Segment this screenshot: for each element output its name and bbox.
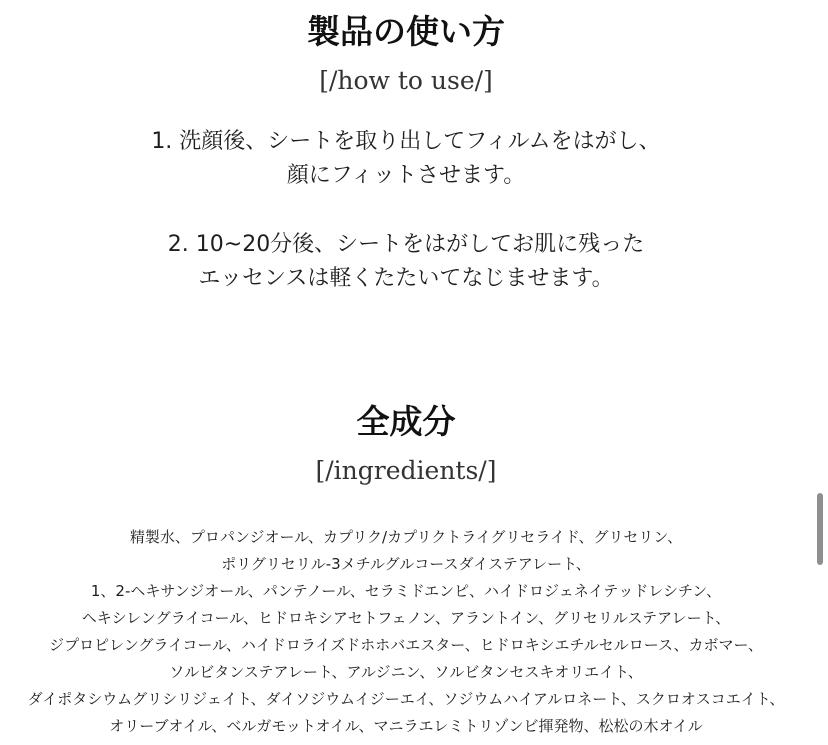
ingredients-subtitle: [/ingredients/]	[315, 456, 497, 485]
step-2-line-2: エッセンスは軽くたたいてなじませます。	[198, 266, 614, 291]
step-1-line-1: 1. 洗顔後、シートを取り出してフィルムをはがし、	[151, 129, 661, 154]
ingredients-line: 1、2-ヘキサンジオール、パンテノール、セラミドエンピ、ハイドロジェネイテッドレシチン、	[90, 582, 722, 600]
ingredients-line: ダイポタシウムグリシリジェイト、ダイソジウムイジーエイ、ソジウムハイアルロネート、スクロオスコエイト、	[27, 690, 785, 708]
ingredients-line: オリーブオイル、ベルガモットオイル、マニラエレミトリゾンビ揮発物、松松の木オイル	[109, 717, 703, 735]
step-1-line-2: 顔にフィットさせます。	[286, 163, 526, 188]
ingredients-line: ヘキシレングライコール、ヒドロキシアセトフェノン、アラントイン、グリセリルステアレート、	[81, 609, 731, 627]
vertical-scrollbar[interactable]	[812, 0, 828, 745]
ingredients-title: 全成分	[356, 402, 456, 441]
ingredients-line: ソルビタンステアレート、アルジニン、ソルビタンセスキオリエイト、	[169, 663, 643, 681]
ingredients-line: ポリグリセリル-3メチルグルコースダイステアレート、	[221, 555, 591, 573]
how-to-use-subtitle: [/how to use/]	[319, 66, 493, 95]
ingredients-line: ジプロピレングライコール、ハイドロライズドホホバエスター、ヒドロキシエチルセルロース、カボマー、	[49, 636, 763, 654]
ingredients-list	[0, 524, 812, 740]
ingredients-line: 精製水、プロパンジオール、カプリク/カプリクトライグリセライド、グリセリン、	[129, 528, 683, 546]
scrollbar-thumb[interactable]	[817, 493, 823, 565]
how-to-use-step-2	[0, 228, 812, 296]
how-to-use-step-1	[0, 125, 812, 193]
how-to-use-title: 製品の使い方	[307, 12, 505, 51]
step-2-line-1: 2. 10~20分後、シートをはがしてお肌に残った	[167, 232, 645, 257]
